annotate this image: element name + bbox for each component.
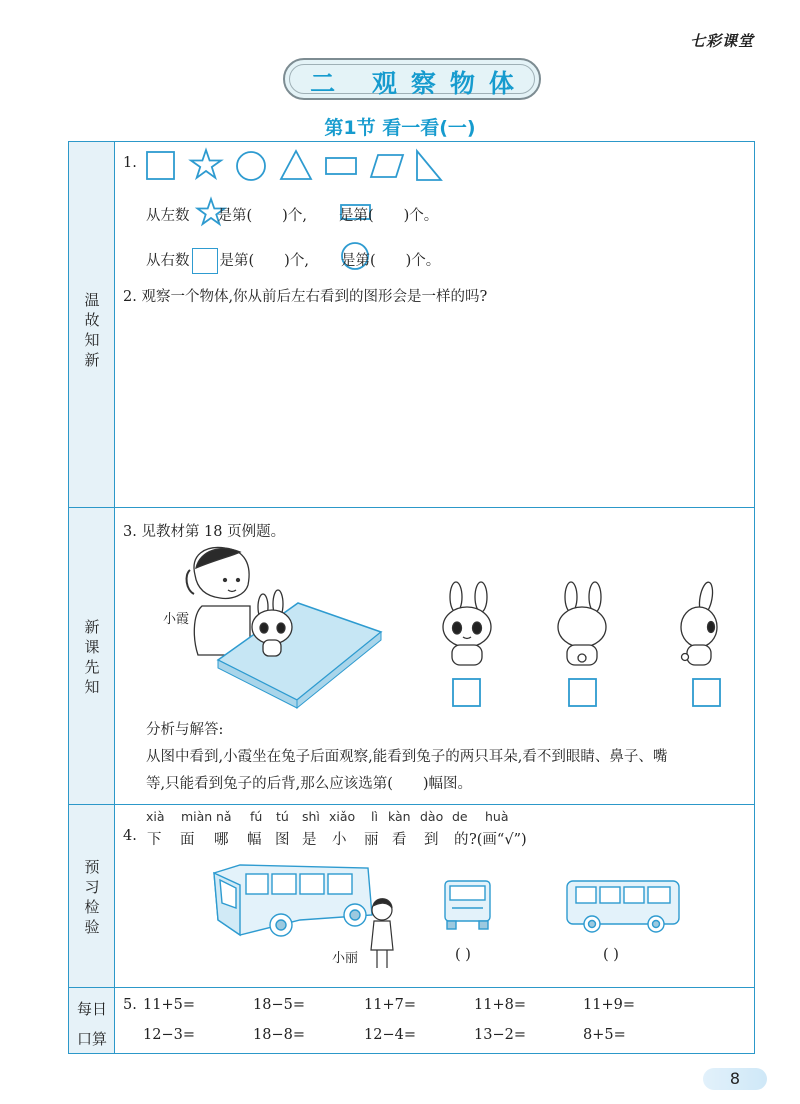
side-label-preview: 新课先知 bbox=[84, 618, 100, 696]
q4-number: 4. bbox=[123, 828, 137, 844]
q4-char: 下 bbox=[147, 832, 162, 848]
unit-title: 二 观察物体 bbox=[310, 69, 528, 98]
q2-text: 2. 观察一个物体,你从前后左右看到的图形会是一样的吗? bbox=[123, 289, 488, 305]
oral-calc-item: 11+9= bbox=[583, 997, 635, 1013]
oral-calc-item: 11+5= bbox=[143, 997, 195, 1013]
q4-char: 到 bbox=[424, 832, 439, 848]
pinyin: tú bbox=[276, 809, 289, 824]
pinyin: nǎ bbox=[216, 809, 232, 824]
q3-analysis-line2: 等,只能看到兔子的后背,那么应该选第( )幅图。 bbox=[146, 776, 473, 792]
pinyin: huà bbox=[485, 809, 509, 824]
girl-xiaoli bbox=[371, 899, 393, 968]
side-label-oral: 每日口算 bbox=[76, 1000, 107, 1048]
oral-calc-item: 8+5= bbox=[583, 1027, 626, 1043]
q4-instruction: ?(画“√”) bbox=[469, 832, 527, 848]
q1-line2: 从右数 是第( )个, 是第( )个。 bbox=[146, 248, 440, 274]
oral-calc-item: 13−2= bbox=[474, 1027, 526, 1043]
q4-char: 图 bbox=[275, 832, 290, 848]
oral-calc-item: 12−4= bbox=[364, 1027, 416, 1043]
q4-girl-name: 小丽 bbox=[332, 951, 359, 966]
q1-line1: 从左数 是第( )个, 是第( )个。 bbox=[146, 208, 439, 224]
q4-char: 看 bbox=[392, 832, 407, 848]
pinyin: xià bbox=[146, 809, 165, 824]
pinyin: miàn bbox=[181, 809, 213, 824]
section-title: 第1节 看一看(一) bbox=[324, 117, 476, 139]
q4-char: 是 bbox=[302, 832, 317, 848]
q4-char: 小 bbox=[332, 832, 347, 848]
answer-paren-1[interactable]: ( ) bbox=[455, 947, 471, 963]
q3-analysis-line1: 从图中看到,小霞坐在兔子后面观察,能看到兔子的两只耳朵,看不到眼睛、鼻子、嘴 bbox=[146, 749, 668, 765]
pinyin: shì bbox=[302, 809, 320, 824]
pinyin: de bbox=[452, 809, 468, 824]
q4-char: 面 bbox=[180, 832, 195, 848]
q3-girl-name: 小霞 bbox=[163, 612, 190, 627]
q1-number: 1. bbox=[123, 155, 137, 171]
q3-analysis-title: 分析与解答: bbox=[146, 722, 224, 738]
answer-paren-2[interactable]: ( ) bbox=[603, 947, 619, 963]
brand-logo: 七彩课堂 bbox=[690, 32, 755, 50]
q5-number: 5. bbox=[123, 997, 137, 1013]
oral-calc-item: 18−8= bbox=[253, 1027, 305, 1043]
q3-text: 3. 见教材第 18 页例题。 bbox=[123, 524, 286, 540]
q4-char: 的 bbox=[454, 832, 469, 848]
q4-char: 哪 bbox=[214, 832, 229, 848]
q4-char: 幅 bbox=[247, 832, 262, 848]
oral-calc-item: 11+8= bbox=[474, 997, 526, 1013]
oral-calc-item: 12−3= bbox=[143, 1027, 195, 1043]
bus-side-view bbox=[567, 881, 679, 932]
oral-calc-item: 11+7= bbox=[364, 997, 416, 1013]
side-label-check: 预习检验 bbox=[84, 858, 100, 936]
bus-perspective bbox=[214, 865, 372, 936]
pinyin: kàn bbox=[388, 809, 411, 824]
page-number: 8 bbox=[703, 1068, 767, 1090]
pinyin: fú bbox=[250, 809, 263, 824]
pinyin: lì bbox=[371, 809, 378, 824]
side-label-review: 温故知新 bbox=[84, 291, 100, 369]
bus-front-view bbox=[445, 881, 490, 929]
oral-calc-item: 18−5= bbox=[253, 997, 305, 1013]
pinyin: dào bbox=[420, 809, 444, 824]
pinyin: xiǎo bbox=[329, 809, 356, 824]
q4-char: 丽 bbox=[364, 832, 379, 848]
